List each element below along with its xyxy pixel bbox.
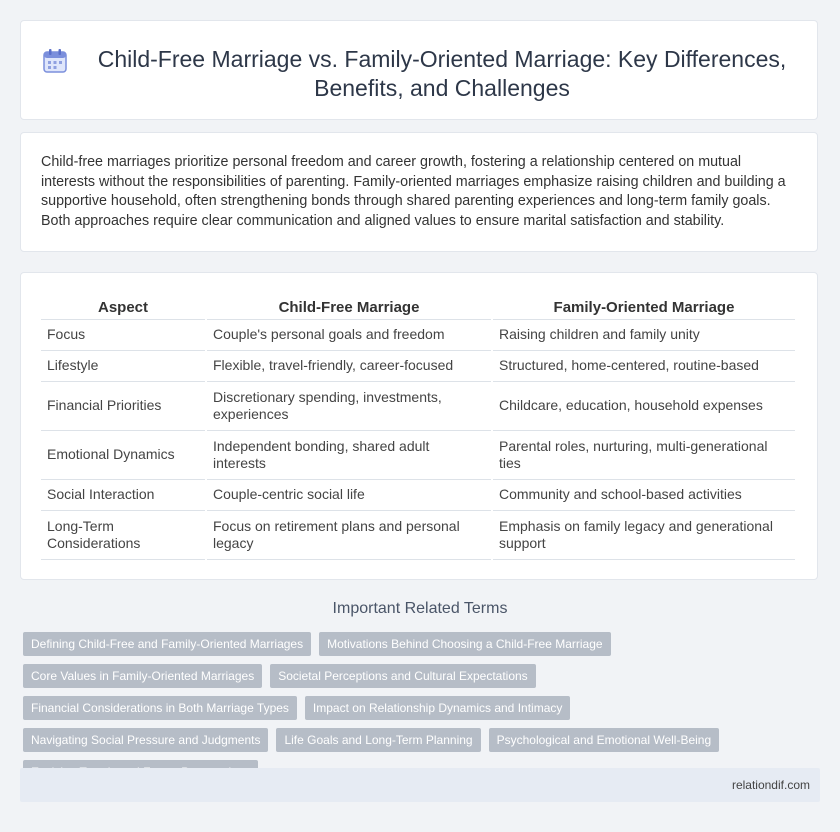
table-row (41, 382, 795, 431)
child-free-cell: Discretionary spending, investments, experiences (207, 382, 491, 431)
table-row (41, 480, 795, 511)
family-oriented-cell: Community and school-based activities (493, 480, 795, 511)
footer-site-link[interactable]: relationdif.com (731, 778, 810, 792)
related-term-tag[interactable]: Psychological and Emotional Well-Being (489, 728, 720, 752)
family-oriented-cell: Raising children and family unity (493, 320, 795, 351)
intro-card (20, 132, 818, 252)
aspect-cell: Lifestyle (41, 351, 205, 382)
table-row (41, 511, 795, 560)
header-child-free: Child-Free Marriage (207, 295, 491, 320)
family-oriented-cell: Childcare, education, household expenses (493, 382, 795, 431)
related-term-tag[interactable]: Core Values in Family-Oriented Marriages (23, 664, 262, 688)
related-term-tag[interactable]: Navigating Social Pressure and Judgments (23, 728, 268, 752)
aspect-cell: Financial Priorities (41, 382, 205, 431)
related-term-tag[interactable]: Life Goals and Long-Term Planning (276, 728, 480, 752)
related-terms-title: Important Related Terms (332, 600, 508, 617)
aspect-cell: Social Interaction (41, 480, 205, 511)
family-oriented-cell: Parental roles, nurturing, multi-generational ties (493, 431, 795, 480)
intro-paragraph: Child-free marriages prioritize personal freedom and career growth, fostering a relationship centered on mutual interests without the responsibilities of parenting. Family-oriented marriages emphasize raising children and building a supportive household, often strengthening bonds through shared parenting experiences and long-term family goals. Both approaches require clear communication and aligned values to ensure marital satisfaction and stability. (41, 154, 786, 229)
table-row (41, 320, 795, 351)
footer (20, 768, 820, 802)
child-free-cell: Couple's personal goals and freedom (207, 320, 491, 351)
related-term-tag[interactable]: Impact on Relationship Dynamics and Intimacy (305, 696, 570, 720)
table-row (41, 431, 795, 480)
family-oriented-cell: Structured, home-centered, routine-based (493, 351, 795, 382)
related-term-tag[interactable]: Defining Child-Free and Family-Oriented Marriages (23, 632, 311, 656)
comparison-table (39, 295, 797, 560)
child-free-cell: Couple-centric social life (207, 480, 491, 511)
page-title: Child-Free Marriage vs. Family-Oriented Marriage: Key Differences, Benefits, and Challenges (97, 46, 787, 101)
header-aspect: Aspect (41, 295, 205, 320)
child-free-cell: Independent bonding, shared adult interests (207, 431, 491, 480)
child-free-cell: Focus on retirement plans and personal legacy (207, 511, 491, 560)
child-free-cell: Flexible, travel-friendly, career-focused (207, 351, 491, 382)
comparison-card (20, 272, 818, 580)
aspect-cell: Focus (41, 320, 205, 351)
aspect-cell: Emotional Dynamics (41, 431, 205, 480)
header-family-oriented: Family-Oriented Marriage (493, 295, 795, 320)
related-term-tag[interactable]: Societal Perceptions and Cultural Expectations (270, 664, 535, 688)
table-row (41, 351, 795, 382)
title-card (20, 20, 818, 120)
related-term-tag[interactable]: Financial Considerations in Both Marriage Types (23, 696, 297, 720)
calendar-icon (41, 47, 69, 75)
family-oriented-cell: Emphasis on family legacy and generational support (493, 511, 795, 560)
related-term-tag[interactable]: Motivations Behind Choosing a Child-Free Marriage (319, 632, 610, 656)
aspect-cell: Long-Term Considerations (41, 511, 205, 560)
table-header-row (41, 295, 795, 320)
